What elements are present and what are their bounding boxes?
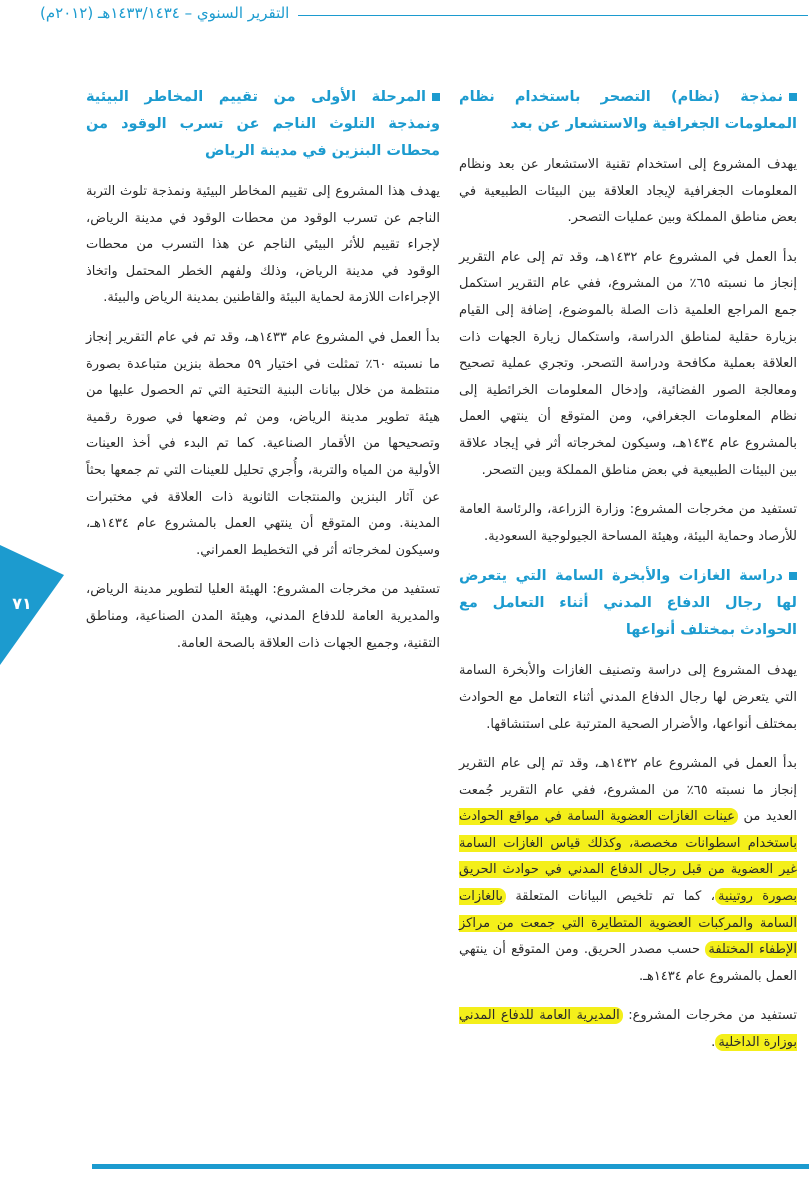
footer-rule <box>92 1164 809 1169</box>
paragraph: تستفيد من مخرجات المشروع: الهيئة العليا لتطوير مدينة الرياض، والمديرية العامة للدفاع المدني، وهيئة المدن الصناعية، ومناطق التقنية، وجميع الجهات ذات العلاقة بالصحة العامة. <box>86 582 440 651</box>
paragraph: بدأ العمل في المشروع عام ١٤٣٢هـ، وقد تم إلى عام التقرير إنجاز ما نسبته ٦٥٪ من المشروع، ففي عام التقرير استكمل جمع المراجع العلمية ذات الصلة بالموضوع، إضافة إلى القيام بزيارة حقلية لمناطق الدراسة، واستكمال زيارة الجهات ذات العلاقة بعملية مكافحة ودراسة التصحر. وتجري عملية تصحيح ومعالجة الصور الفضائية، وإدخال المعلومات الخرائطية إلى نظام المعلومات الجغرافي، ومن المتوقع أن ينتهي العمل بالمشروع عام ١٤٣٤هـ، وسيكون لمخرجاته أثر في إيجاد علاقة بين البيئات الطبيعية في بعض مناطق المملكة وبين التصحر. <box>459 249 798 478</box>
section-heading-toxic-gases: دراسة الغازات والأبخرة السامة التي يتعرض لها رجال الدفاع المدني أثناء التعامل مع الحوادث بمختلف أنواعها <box>459 568 797 639</box>
paragraph: بدأ العمل في المشروع عام ١٤٣٢هـ، وقد تم إلى عام التقرير إنجاز ما نسبته ٦٥٪ من المشروع، ففي عام التقرير جُمعت العديد من عينات الغازات العضوية السامة في مواقع الحوادث باستخدام اسطوانات مخصصة، وكذلك قياس الغازات السامة غير العضوية من قبل رجال الدفاع المدني في حوادث الحريق بصورة روتينية، كما تم تلخيص البيانات المتعلقة بالغازات السامة والمركبات العضوية المتطايرة التي جمعت من مراكز الإطفاء المختلفة حسب مصدر الحريق. ومن المتوقع أن ينتهي العمل بالمشروع عام ١٤٣٤هـ. <box>459 756 798 984</box>
bullet-square-icon <box>789 572 797 580</box>
paragraph: يهدف المشروع إلى استخدام تقنية الاستشعار عن بعد ونظام المعلومات الجغرافية لإيجاد العلاقة بين البيئات الطبيعية في بعض مناطق المملكة وبين عمليات التصحر. <box>459 157 797 226</box>
section-heading-fuel-leak: المرحلة الأولى من تقييم المخاطر البيئية ونمذجة التلوث الناجم عن تسرب الوقود من محطات البنزين في مدينة الرياض <box>86 89 440 159</box>
paragraph: يهدف هذا المشروع إلى تقييم المخاطر البيئية ونمذجة تلوث التربة الناجم عن تسرب الوقود من محطات الوقود في مدينة الرياض، لإجراء تقييم للأثر البيئي الناجم عن هذا التسرب من محطات الوقود في مدينة الرياض، وذلك ولفهم الخطر المحتمل واتخاذ الإجراءات اللازمة لحماية البيئة والقاطنين بمدينة الرياض والبيئة. <box>86 184 440 306</box>
section-heading-desertification: نمذجة (نظام) التصحر باستخدام نظام المعلومات الجغرافية والاستشعار عن بعد <box>459 89 797 132</box>
paragraph: بدأ العمل في المشروع عام ١٤٣٣هـ، وقد تم في عام التقرير إنجاز ما نسبته ٦٠٪ تمثلت في اختيار ٥٩ محطة بنزين متباعدة بصورة منتظمة من خلال بيانات البنية التحتية التي تم الحصول عليها من هيئة تطوير مدينة الرياض، ومن ثم وضعها في صورة رقمية وتصحيحها من الأقمار الصناعية. كما تم البدء في أخذ العينات الأولية من المياه والتربة، وأُجري تحليل للعينات التي تم جمعها بحثاً عن آثار البنزين والمنتجات الثانوية ذات العلاقة في مختبرات المدينة. ومن المتوقع أن ينتهي العمل بالمشروع عام ١٤٣٤هـ، وسيكون لمخرجاته أثر في التخطيط العمراني. <box>86 329 440 558</box>
bullet-square-icon <box>789 93 797 101</box>
paragraph: تستفيد من مخرجات المشروع: وزارة الزراعة، والرئاسة العامة للأرصاد وحماية البيئة، وهيئة المساحة الجيولوجية السعودية. <box>459 502 797 544</box>
paragraph: تستفيد من مخرجات المشروع: المديرية العامة للدفاع المدني بوزارة الداخلية. <box>459 1008 797 1051</box>
paragraph: يهدف المشروع إلى دراسة وتصنيف الغازات والأبخرة السامة التي يتعرض لها رجال الدفاع المدني أثناء التعامل مع الحوادث بمختلف أنواعها، والأضرار الصحية المترتبة على استنشاقها. <box>459 663 797 732</box>
left-column <box>86 84 440 670</box>
page-header <box>0 0 809 36</box>
right-column <box>459 84 797 1070</box>
header-rule <box>298 15 808 16</box>
page-number: ٧١ <box>12 594 32 613</box>
header-title: التقرير السنوي – ١٤٣٣/١٤٣٤هـ (٢٠١٢م) <box>40 4 290 22</box>
highlighted-text: عينات الغازات العضوية السامة في مواقع الحوادث باستخدام اسطوانات مخصصة، وكذلك قياس الغازات السامة غير العضوية من قبل رجال الدفاع المدني في حوادث الحريق بصورة روتينية <box>459 809 797 905</box>
bullet-square-icon <box>432 93 440 101</box>
highlighted-text: المديرية العامة للدفاع المدني بوزارة الداخلية <box>459 1008 797 1051</box>
highlighted-text: بالغازات السامة والمركبات العضوية المتطايرة التي جمعت من مراكز الإطفاء المختلفة <box>459 889 797 958</box>
